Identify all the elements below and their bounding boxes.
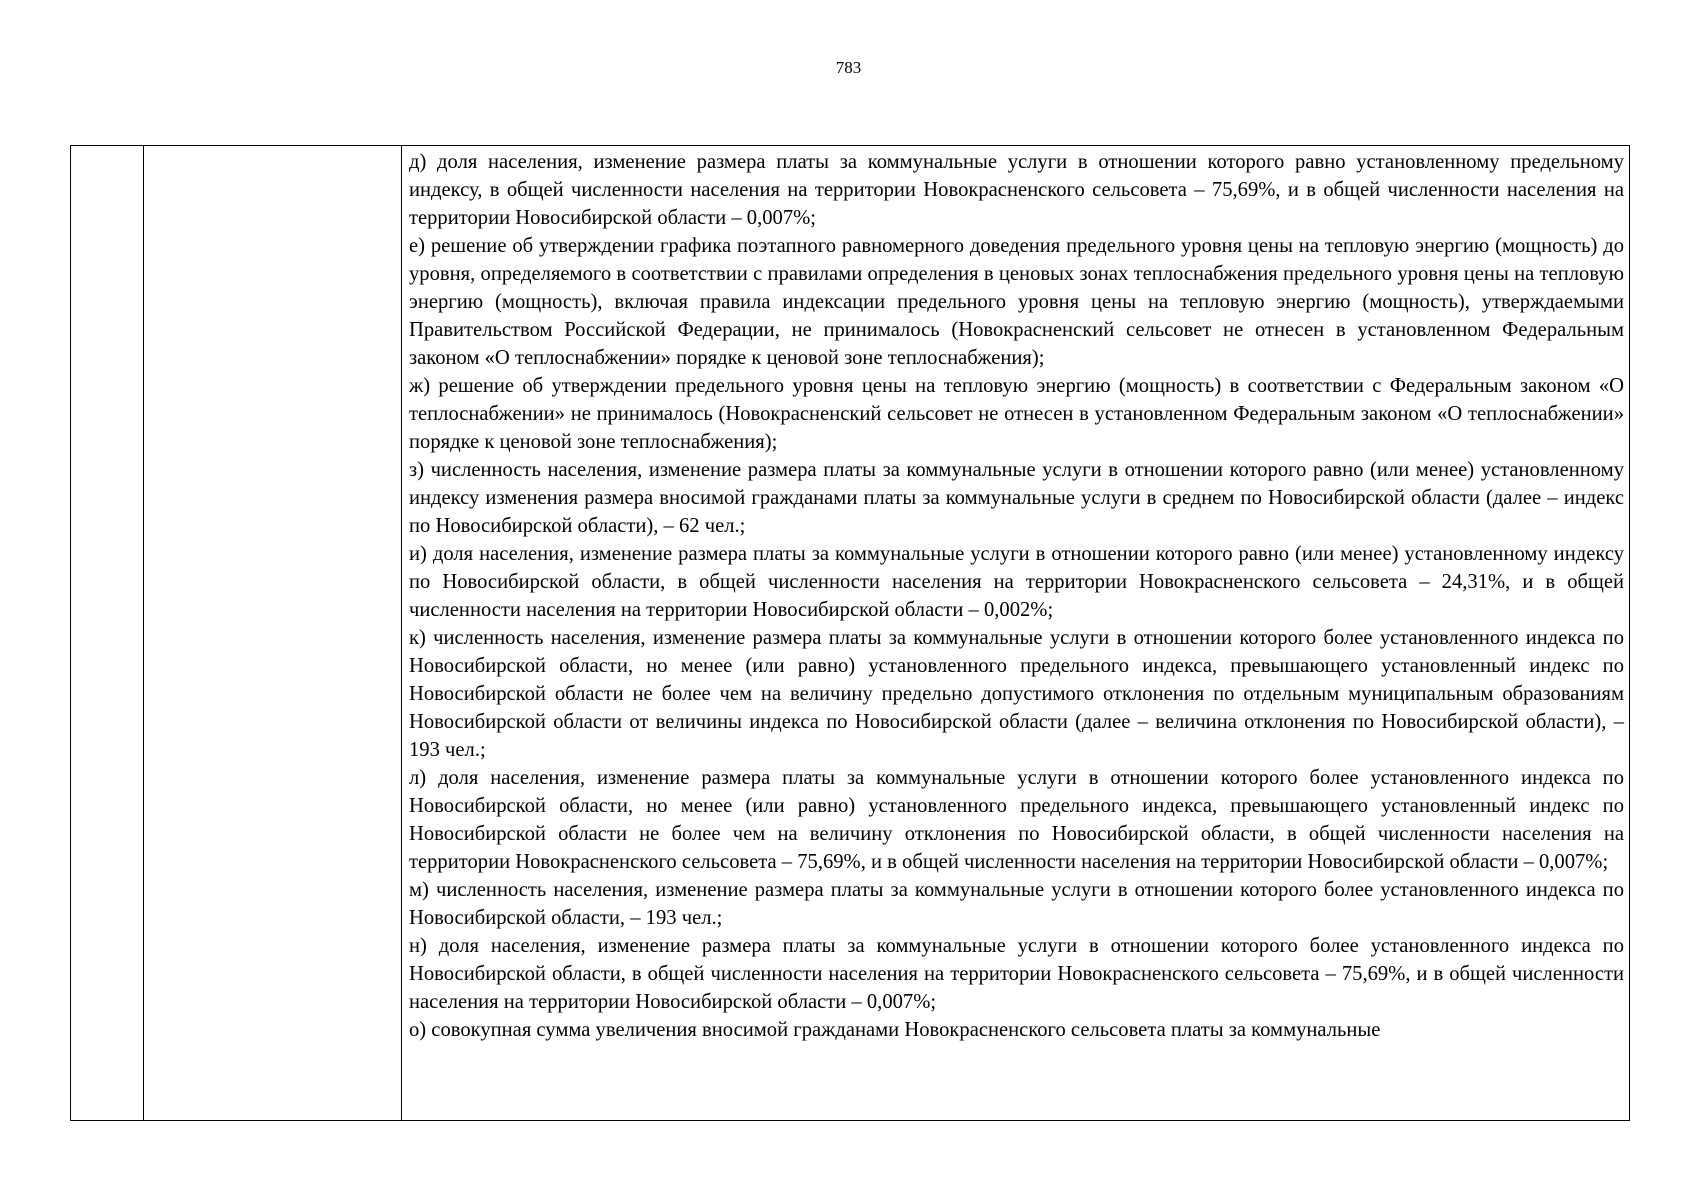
table-column-content: [402, 146, 1629, 1120]
paragraph-item-k: к) численность населения, изменение размера платы за коммунальные услуги в отношении которого более установленного индекса по Новосибирской области, но менее (или равно) установленного предельного индекса, превышающего установленный индекс по Новосибирской области не более чем на величину предельно допустимого отклонения по отдельным муниципальным образованиям Новосибирской области от величины индекса по Новосибирской области (далее – величина отклонения по Новосибирской области), – 193 чел.;: [409, 627, 1624, 761]
page-number: 783: [835, 58, 862, 77]
paragraph-item-m: м) численность населения, изменение размера платы за коммунальные услуги в отношении которого более установленного индекса по Новосибирской области, – 193 чел.;: [409, 879, 1624, 929]
document-table: [70, 145, 1630, 1121]
paragraph-item-o: о) совокупная сумма увеличения вносимой гражданами Новокрасненского сельсовета платы за коммунальные: [409, 1019, 1381, 1041]
paragraph-item-d: д) доля населения, изменение размера платы за коммунальные услуги в отношении которого равно установленному предельному индексу, в общей численности населения на территории Новокрасненского сельсовета – 75,69%, и в общей численности населения на территории Новосибирской области – 0,007%;: [409, 151, 1624, 229]
paragraph-item-zh: ж) решение об утверждении предельного уровня цены на тепловую энергию (мощность) в соответствии с Федеральным законом «О теплоснабжении» не принималось (Новокрасненский сельсовет не отнесен в установленном Федеральным законом «О теплоснабжении» порядке к ценовой зоне теплоснабжения);: [409, 375, 1624, 453]
paragraph-item-z: з) численность населения, изменение размера платы за коммунальные услуги в отношении которого равно (или менее) установленному индексу изменения размера вносимой гражданами платы за коммунальные услуги в среднем по Новосибирской области (далее – индекс по Новосибирской области), – 62 чел.;: [409, 459, 1624, 537]
table-column-name: [144, 146, 402, 1120]
table-column-number: [71, 146, 144, 1120]
paragraph-item-n: н) доля населения, изменение размера платы за коммунальные услуги в отношении которого более установленного индекса по Новосибирской области, в общей численности населения на территории Новокрасненского сельсовета – 75,69%, и в общей численности населения на территории Новосибирской области – 0,007%;: [409, 935, 1624, 1013]
paragraph-item-i: и) доля населения, изменение размера платы за коммунальные услуги в отношении которого равно (или менее) установленному индексу по Новосибирской области, в общей численности населения на территории Новокрасненского сельсовета – 24,31%, и в общей численности населения на территории Новосибирской области – 0,002%;: [409, 543, 1624, 621]
paragraph-item-e: е) решение об утверждении графика поэтапного равномерного доведения предельного уровня цены на тепловую энергию (мощность) до уровня, определяемого в соответствии с правилами определения в ценовых зонах теплоснабжения предельного уровня цены на тепловую энергию (мощность), включая правила индексации предельного уровня цены на тепловую энергию (мощность), утверждаемыми Правительством Российской Федерации, не принималось (Новокрасненский сельсовет не отнесен в установленном Федеральным законом «О теплоснабжении» порядке к ценовой зоне теплоснабжения);: [409, 235, 1624, 369]
paragraph-item-l: л) доля населения, изменение размера платы за коммунальные услуги в отношении которого более установленного индекса по Новосибирской области, но менее (или равно) установленного предельного индекса, превышающего установленный индекс по Новосибирской области не более чем на величину отклонения по Новосибирской области, в общей численности населения на территории Новокрасненского сельсовета – 75,69%, и в общей численности населения на территории Новосибирской области – 0,007%;: [409, 767, 1624, 873]
